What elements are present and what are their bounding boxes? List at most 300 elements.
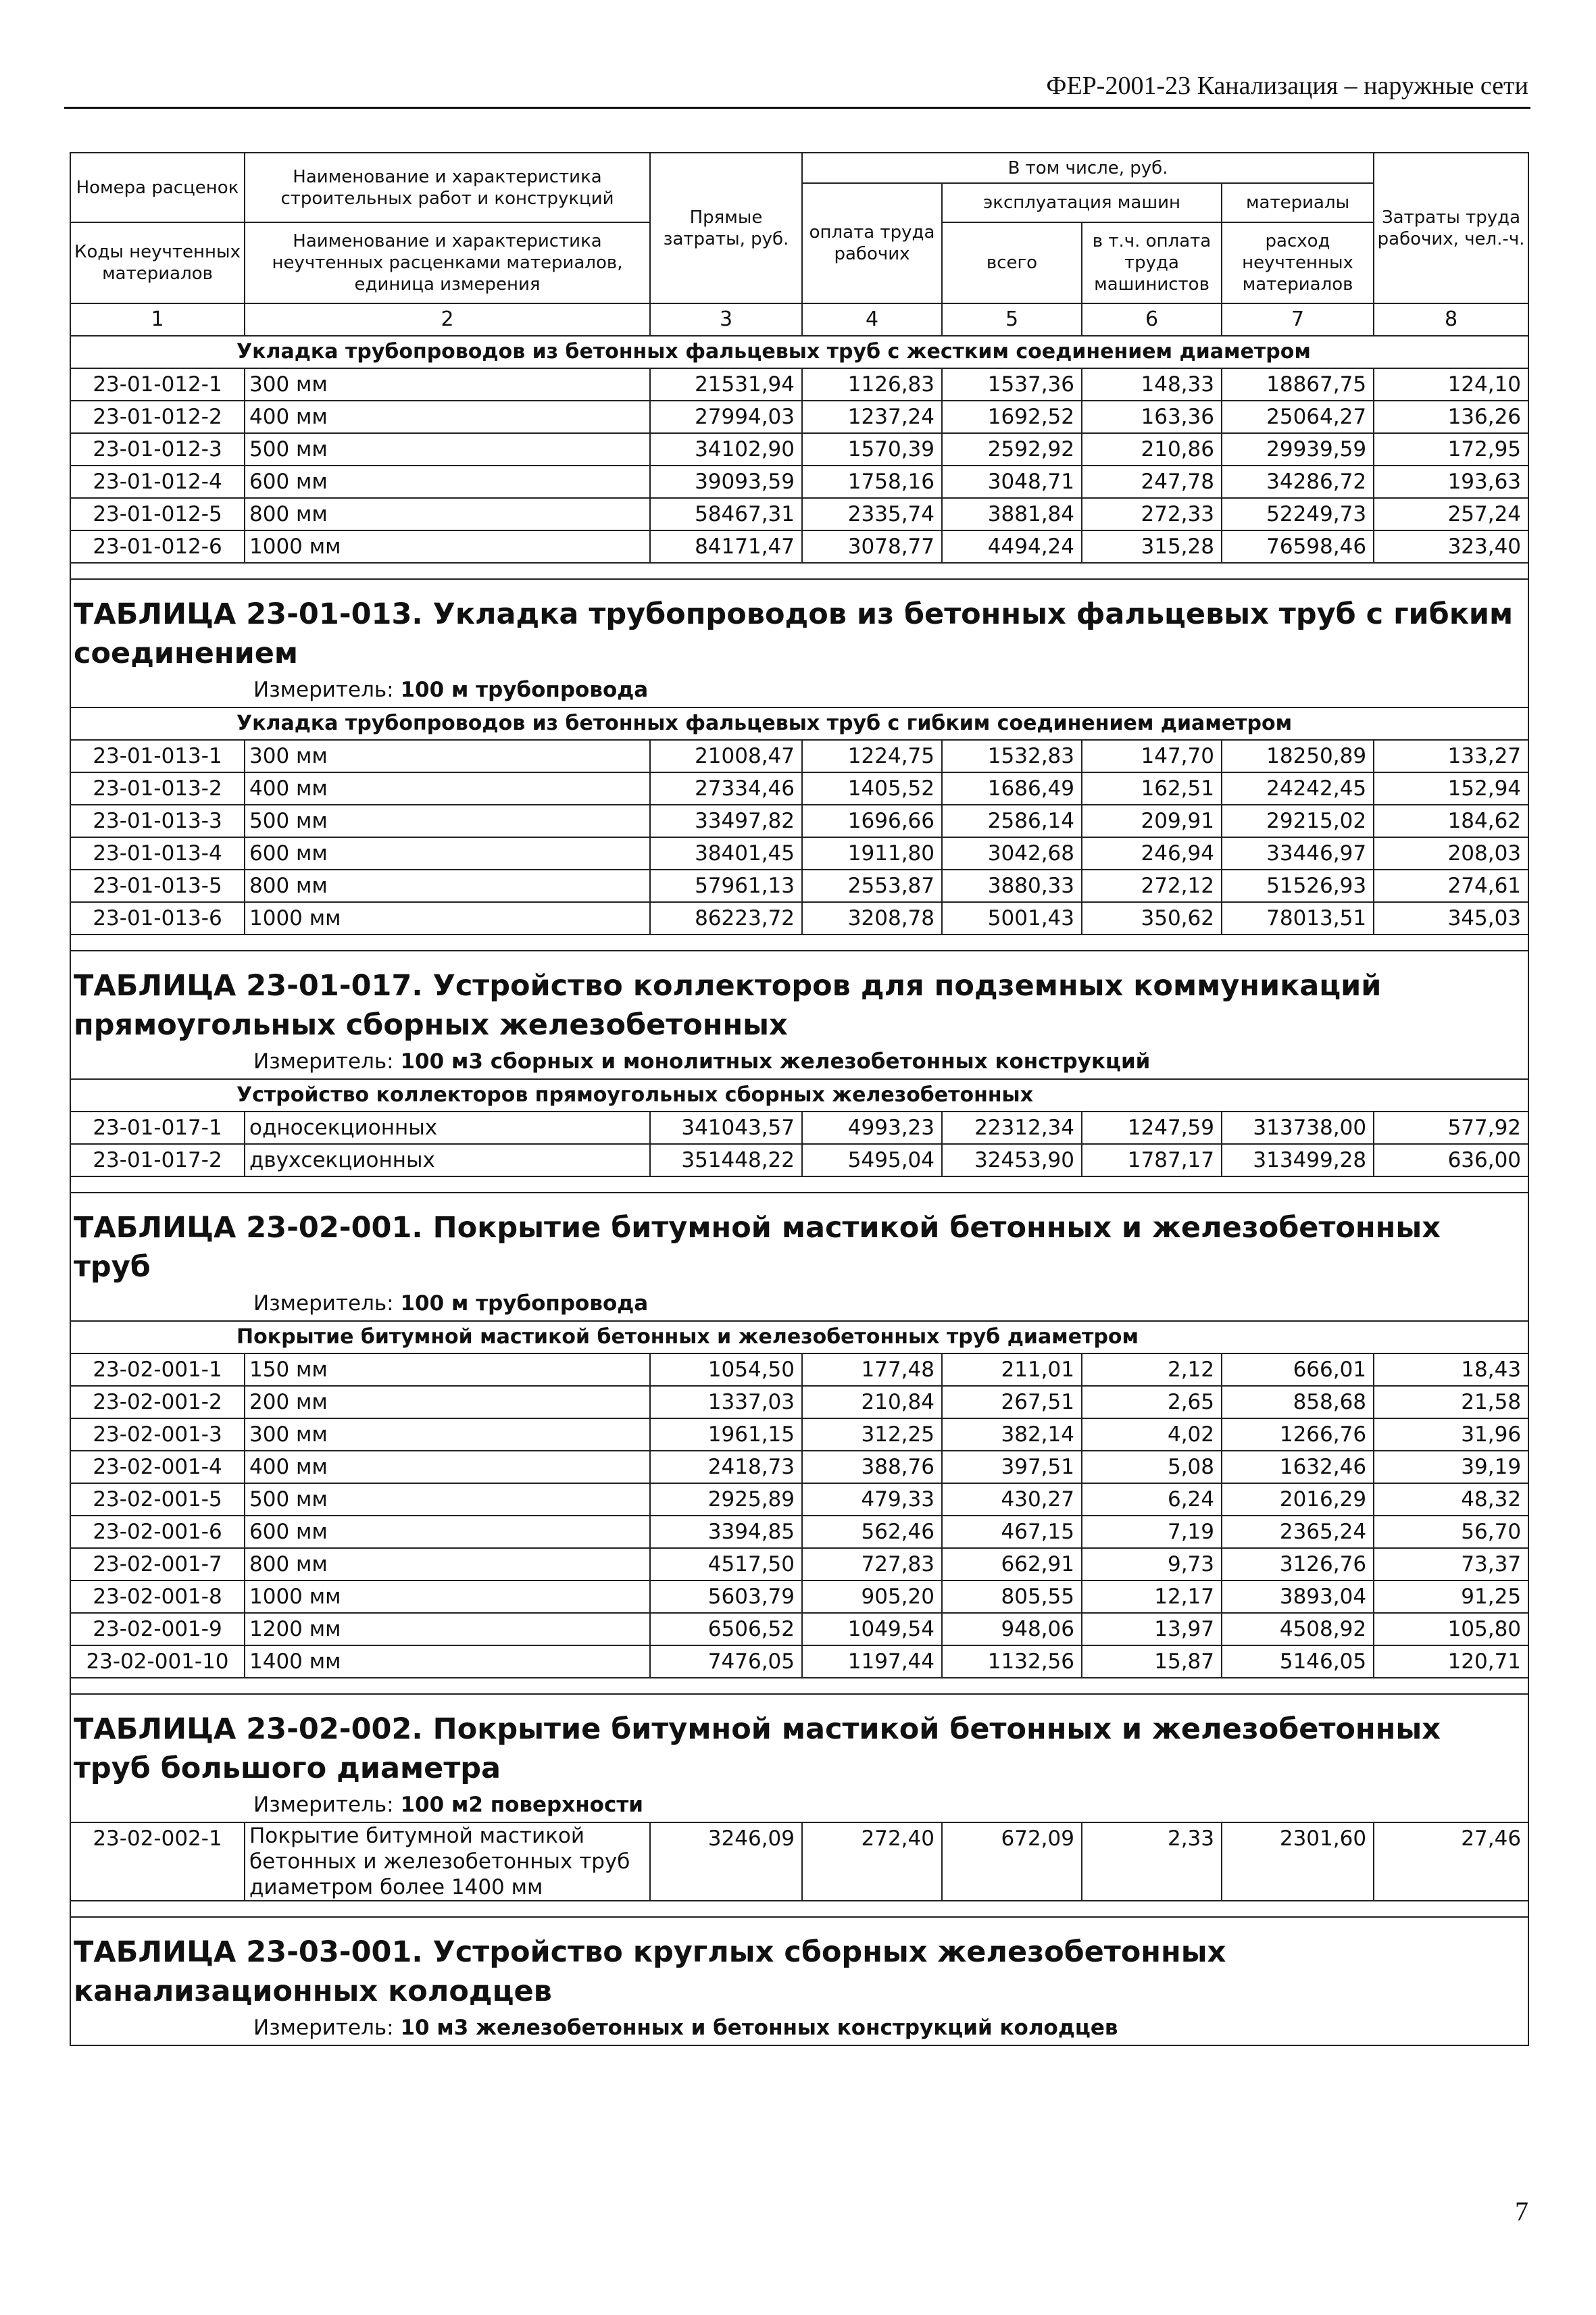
labor-hours: 48,32 xyxy=(1374,1483,1528,1516)
rate-code: 23-02-001-10 xyxy=(70,1645,245,1678)
machinists-pay: 9,73 xyxy=(1082,1548,1222,1580)
workers-pay: 1126,83 xyxy=(802,368,942,401)
machines-total: 3880,33 xyxy=(942,870,1082,902)
direct-costs: 38401,45 xyxy=(650,837,802,870)
direct-costs: 21531,94 xyxy=(650,368,802,401)
rate-code: 23-02-001-2 xyxy=(70,1386,245,1418)
workers-pay: 2335,74 xyxy=(802,498,942,530)
work-name: 800 мм xyxy=(245,1548,650,1580)
measure-row xyxy=(70,2011,1528,2045)
direct-costs: 1337,03 xyxy=(650,1386,802,1418)
table-row xyxy=(70,1483,1528,1516)
measure-cell xyxy=(70,673,1528,707)
table-row xyxy=(70,1451,1528,1483)
machines-total: 1692,52 xyxy=(942,401,1082,433)
labor-hours: 73,37 xyxy=(1374,1548,1528,1580)
direct-costs: 6506,52 xyxy=(650,1613,802,1645)
workers-pay: 3208,78 xyxy=(802,902,942,935)
workers-pay: 479,33 xyxy=(802,1483,942,1516)
materials: 18250,89 xyxy=(1222,740,1374,772)
workers-pay: 177,48 xyxy=(802,1353,942,1386)
work-name: 400 мм xyxy=(245,772,650,805)
machinists-pay: 5,08 xyxy=(1082,1451,1222,1483)
materials: 858,68 xyxy=(1222,1386,1374,1418)
table-row xyxy=(70,401,1528,433)
measure-label: Измеритель: xyxy=(253,678,401,702)
rate-code: 23-01-017-1 xyxy=(70,1112,245,1144)
machines-total: 4494,24 xyxy=(942,530,1082,563)
unaccounted-materials-header: расход неучтенных материалов xyxy=(1222,222,1374,303)
measure-cell xyxy=(70,1287,1528,1321)
column-number: 6 xyxy=(1082,303,1222,336)
measure-value: 100 м трубопровода xyxy=(400,678,649,702)
work-name: 400 мм xyxy=(245,401,650,433)
machines-total: 211,01 xyxy=(942,1353,1082,1386)
workers-pay: 562,46 xyxy=(802,1516,942,1548)
header-rule xyxy=(64,107,1530,109)
work-name: 200 мм xyxy=(245,1386,650,1418)
measure-row xyxy=(70,1045,1528,1079)
workers-pay: 272,40 xyxy=(802,1822,942,1901)
labor-hours: 345,03 xyxy=(1374,902,1528,935)
table-row xyxy=(70,1418,1528,1451)
machinists-pay: 209,91 xyxy=(1082,805,1222,837)
workers-pay: 2553,87 xyxy=(802,870,942,902)
materials: 76598,46 xyxy=(1222,530,1374,563)
direct-costs: 2418,73 xyxy=(650,1451,802,1483)
table-title: ТАБЛИЦА 23-01-013. Укладка трубопроводов из бетонных фальцевых труб с гибким соединением xyxy=(70,579,1528,673)
rate-code: 23-02-001-9 xyxy=(70,1613,245,1645)
machines-total: 397,51 xyxy=(942,1451,1082,1483)
machinists-pay: 247,78 xyxy=(1082,466,1222,498)
labor-hours: 133,27 xyxy=(1374,740,1528,772)
table-row xyxy=(70,1580,1528,1613)
work-name: 300 мм xyxy=(245,368,650,401)
materials: 666,01 xyxy=(1222,1353,1374,1386)
machinists-pay: 147,70 xyxy=(1082,740,1222,772)
materials: 33446,97 xyxy=(1222,837,1374,870)
machinists-pay: 350,62 xyxy=(1082,902,1222,935)
workers-pay: 905,20 xyxy=(802,1580,942,1613)
group-row xyxy=(70,336,1528,368)
column-numbers-row xyxy=(70,303,1528,336)
labor-hours: 120,71 xyxy=(1374,1645,1528,1678)
rate-code: 23-01-012-5 xyxy=(70,498,245,530)
table-row xyxy=(70,466,1528,498)
table-title-row xyxy=(70,1694,1528,1788)
direct-costs: 27994,03 xyxy=(650,401,802,433)
rate-code: 23-02-001-6 xyxy=(70,1516,245,1548)
rate-code: 23-01-013-1 xyxy=(70,740,245,772)
materials: 3126,76 xyxy=(1222,1548,1374,1580)
machinists-pay-header: в т.ч. оплата труда машинистов xyxy=(1082,222,1222,303)
direct-costs: 57961,13 xyxy=(650,870,802,902)
machinists-pay: 272,12 xyxy=(1082,870,1222,902)
table-row xyxy=(70,837,1528,870)
labor-hours: 577,92 xyxy=(1374,1112,1528,1144)
machines-total: 3881,84 xyxy=(942,498,1082,530)
table-row xyxy=(70,740,1528,772)
materials: 313499,28 xyxy=(1222,1144,1374,1176)
direct-costs: 341043,57 xyxy=(650,1112,802,1144)
machinists-pay: 2,12 xyxy=(1082,1353,1222,1386)
measure-label: Измеритель: xyxy=(253,1049,401,1074)
price-table xyxy=(70,152,1529,2046)
section-gap xyxy=(70,1901,1528,1917)
materials: 29215,02 xyxy=(1222,805,1374,837)
work-name: 1400 мм xyxy=(245,1645,650,1678)
rate-code: 23-01-013-5 xyxy=(70,870,245,902)
table-row xyxy=(70,530,1528,563)
table-row xyxy=(70,368,1528,401)
machines-total: 672,09 xyxy=(942,1822,1082,1901)
materials: 34286,72 xyxy=(1222,466,1374,498)
machines-total: 382,14 xyxy=(942,1418,1082,1451)
measure-value: 100 м2 поверхности xyxy=(400,1793,644,1817)
materials: 3893,04 xyxy=(1222,1580,1374,1613)
workers-pay: 1224,75 xyxy=(802,740,942,772)
materials: 4508,92 xyxy=(1222,1613,1374,1645)
rate-code: 23-02-001-3 xyxy=(70,1418,245,1451)
machines-total: 1532,83 xyxy=(942,740,1082,772)
table-body xyxy=(70,336,1528,2045)
materials: 25064,27 xyxy=(1222,401,1374,433)
materials: 18867,75 xyxy=(1222,368,1374,401)
machinists-pay: 272,33 xyxy=(1082,498,1222,530)
table-row xyxy=(70,870,1528,902)
rate-code: 23-01-012-4 xyxy=(70,466,245,498)
column-number: 4 xyxy=(802,303,942,336)
table-title: ТАБЛИЦА 23-02-002. Покрытие битумной мастикой бетонных и железобетонных труб большого диаметра xyxy=(70,1694,1528,1788)
direct-costs: 4517,50 xyxy=(650,1548,802,1580)
rate-code: 23-01-013-3 xyxy=(70,805,245,837)
col2-top-header: Наименование и характеристика строительных работ и конструкций xyxy=(245,153,650,222)
price-table-frame xyxy=(70,152,1528,2046)
table-row xyxy=(70,1112,1528,1144)
section-gap xyxy=(70,1176,1528,1193)
measure-value: 10 м3 железобетонных и бетонных конструкций колодцев xyxy=(400,2016,1118,2040)
labor-hours: 56,70 xyxy=(1374,1516,1528,1548)
labor-hours: 124,10 xyxy=(1374,368,1528,401)
table-title-row xyxy=(70,1917,1528,2011)
section-gap-cell xyxy=(70,1678,1528,1694)
rate-code: 23-01-013-2 xyxy=(70,772,245,805)
rate-code: 23-01-012-3 xyxy=(70,433,245,466)
machines-total: 430,27 xyxy=(942,1483,1082,1516)
workers-pay: 3078,77 xyxy=(802,530,942,563)
materials: 2365,24 xyxy=(1222,1516,1374,1548)
labor-hours: 39,19 xyxy=(1374,1451,1528,1483)
workers-pay: 727,83 xyxy=(802,1548,942,1580)
workers-pay: 1758,16 xyxy=(802,466,942,498)
table-row xyxy=(70,902,1528,935)
machines-total: 3048,71 xyxy=(942,466,1082,498)
column-number: 8 xyxy=(1374,303,1528,336)
rate-code: 23-02-001-7 xyxy=(70,1548,245,1580)
table-header xyxy=(70,153,1528,336)
labor-hours: 636,00 xyxy=(1374,1144,1528,1176)
machinists-pay: 315,28 xyxy=(1082,530,1222,563)
column-number: 5 xyxy=(942,303,1082,336)
col1-top-header: Номера расценок xyxy=(70,153,245,222)
measure-label: Измеритель: xyxy=(253,1793,401,1817)
direct-costs: 3246,09 xyxy=(650,1822,802,1901)
machines-total: 22312,34 xyxy=(942,1112,1082,1144)
section-gap-cell xyxy=(70,563,1528,579)
labor-hours: 91,25 xyxy=(1374,1580,1528,1613)
materials: 2301,60 xyxy=(1222,1822,1374,1901)
machinists-pay: 12,17 xyxy=(1082,1580,1222,1613)
materials: 78013,51 xyxy=(1222,902,1374,935)
direct-costs-header: Прямые затраты, руб. xyxy=(650,153,802,303)
materials: 51526,93 xyxy=(1222,870,1374,902)
workers-pay: 388,76 xyxy=(802,1451,942,1483)
direct-costs: 5603,79 xyxy=(650,1580,802,1613)
workers-pay-header: оплата труда рабочих xyxy=(802,183,942,303)
table-title-row xyxy=(70,1193,1528,1287)
labor-hours: 172,95 xyxy=(1374,433,1528,466)
work-name: 300 мм xyxy=(245,740,650,772)
direct-costs: 7476,05 xyxy=(650,1645,802,1678)
workers-pay: 312,25 xyxy=(802,1418,942,1451)
materials: 52249,73 xyxy=(1222,498,1374,530)
rate-code: 23-02-001-4 xyxy=(70,1451,245,1483)
measure-row xyxy=(70,1788,1528,1822)
materials: 24242,45 xyxy=(1222,772,1374,805)
labor-hours: 274,61 xyxy=(1374,870,1528,902)
group-heading: Устройство коллекторов прямоугольных сборных железобетонных xyxy=(70,1079,1528,1112)
work-name: 1000 мм xyxy=(245,902,650,935)
rate-code: 23-01-013-6 xyxy=(70,902,245,935)
group-row xyxy=(70,707,1528,740)
measure-value: 100 м3 сборных и монолитных железобетонных конструкций xyxy=(400,1049,1151,1074)
machinists-pay: 148,33 xyxy=(1082,368,1222,401)
work-name: 600 мм xyxy=(245,837,650,870)
table-row xyxy=(70,1386,1528,1418)
machinists-pay: 4,02 xyxy=(1082,1418,1222,1451)
direct-costs: 351448,22 xyxy=(650,1144,802,1176)
table-row xyxy=(70,1822,1528,1901)
machinists-pay: 13,97 xyxy=(1082,1613,1222,1645)
workers-pay: 1197,44 xyxy=(802,1645,942,1678)
machines-total: 1132,56 xyxy=(942,1645,1082,1678)
table-row xyxy=(70,772,1528,805)
labor-hours: 136,26 xyxy=(1374,401,1528,433)
workers-pay: 1911,80 xyxy=(802,837,942,870)
machinists-pay: 6,24 xyxy=(1082,1483,1222,1516)
direct-costs: 58467,31 xyxy=(650,498,802,530)
table-row xyxy=(70,1516,1528,1548)
measure-cell xyxy=(70,1788,1528,1822)
direct-costs: 2925,89 xyxy=(650,1483,802,1516)
direct-costs: 3394,85 xyxy=(650,1516,802,1548)
direct-costs: 34102,90 xyxy=(650,433,802,466)
machines-total: 2586,14 xyxy=(942,805,1082,837)
materials: 1266,76 xyxy=(1222,1418,1374,1451)
measure-cell xyxy=(70,2011,1528,2045)
machines-total: 1686,49 xyxy=(942,772,1082,805)
machinists-pay: 163,36 xyxy=(1082,401,1222,433)
rate-code: 23-01-017-2 xyxy=(70,1144,245,1176)
labor-hours: 152,94 xyxy=(1374,772,1528,805)
table-row xyxy=(70,1353,1528,1386)
labor-hours: 323,40 xyxy=(1374,530,1528,563)
machinists-pay: 1247,59 xyxy=(1082,1112,1222,1144)
work-name: 500 мм xyxy=(245,805,650,837)
section-gap xyxy=(70,1678,1528,1694)
rate-code: 23-02-001-8 xyxy=(70,1580,245,1613)
machines-total: 1537,36 xyxy=(942,368,1082,401)
workers-pay: 5495,04 xyxy=(802,1144,942,1176)
rate-code: 23-01-012-6 xyxy=(70,530,245,563)
table-row xyxy=(70,1548,1528,1580)
machines-total: 2592,92 xyxy=(942,433,1082,466)
machinists-pay: 2,65 xyxy=(1082,1386,1222,1418)
measure-label: Измеритель: xyxy=(253,2016,401,2040)
group-heading: Укладка трубопроводов из бетонных фальцевых труб с гибким соединением диаметром xyxy=(70,707,1528,740)
work-name: Покрытие битумной мастикой бетонных и железобетонных труб диаметром более 1400 мм xyxy=(245,1822,650,1901)
section-gap-cell xyxy=(70,935,1528,951)
workers-pay: 1049,54 xyxy=(802,1613,942,1645)
machines-total: 3042,68 xyxy=(942,837,1082,870)
materials-header: материалы xyxy=(1222,183,1374,222)
direct-costs: 27334,46 xyxy=(650,772,802,805)
group-heading: Покрытие битумной мастикой бетонных и железобетонных труб диаметром xyxy=(70,1321,1528,1353)
machinists-pay: 210,86 xyxy=(1082,433,1222,466)
measure-row xyxy=(70,673,1528,707)
work-name: 800 мм xyxy=(245,498,650,530)
materials: 2016,29 xyxy=(1222,1483,1374,1516)
materials: 1632,46 xyxy=(1222,1451,1374,1483)
section-gap xyxy=(70,563,1528,579)
work-name: 800 мм xyxy=(245,870,650,902)
column-number: 3 xyxy=(650,303,802,336)
col2-bottom-header: Наименование и характеристика неучтенных расценками материалов, единица измерения xyxy=(245,222,650,303)
materials: 5146,05 xyxy=(1222,1645,1374,1678)
machines-total: 948,06 xyxy=(942,1613,1082,1645)
labor-hours: 105,80 xyxy=(1374,1613,1528,1645)
rate-code: 23-01-012-2 xyxy=(70,401,245,433)
direct-costs: 84171,47 xyxy=(650,530,802,563)
work-name: односекционных xyxy=(245,1112,650,1144)
table-row xyxy=(70,498,1528,530)
machines-total: 467,15 xyxy=(942,1516,1082,1548)
machines-total: 267,51 xyxy=(942,1386,1082,1418)
labor-hours: 27,46 xyxy=(1374,1822,1528,1901)
measure-cell xyxy=(70,1045,1528,1079)
machinists-pay: 246,94 xyxy=(1082,837,1222,870)
work-name: двухсекционных xyxy=(245,1144,650,1176)
section-gap xyxy=(70,935,1528,951)
workers-pay: 1570,39 xyxy=(802,433,942,466)
rate-code: 23-02-001-1 xyxy=(70,1353,245,1386)
group-heading: Укладка трубопроводов из бетонных фальцевых труб с жестким соединением диаметром xyxy=(70,336,1528,368)
labor-hours: 257,24 xyxy=(1374,498,1528,530)
column-number: 2 xyxy=(245,303,650,336)
rate-code: 23-01-013-4 xyxy=(70,837,245,870)
table-row xyxy=(70,1645,1528,1678)
machines-total: 662,91 xyxy=(942,1548,1082,1580)
work-name: 500 мм xyxy=(245,433,650,466)
direct-costs: 1054,50 xyxy=(650,1353,802,1386)
rate-code: 23-02-001-5 xyxy=(70,1483,245,1516)
labor-hours: 18,43 xyxy=(1374,1353,1528,1386)
running-header: ФЕР-2001-23 Канализация – наружные сети xyxy=(1046,72,1528,100)
direct-costs: 33497,82 xyxy=(650,805,802,837)
workers-pay: 1405,52 xyxy=(802,772,942,805)
machines-total: 32453,90 xyxy=(942,1144,1082,1176)
col1-bottom-header: Коды неучтенных материалов xyxy=(70,222,245,303)
work-name: 300 мм xyxy=(245,1418,650,1451)
section-gap-cell xyxy=(70,1901,1528,1917)
measure-value: 100 м трубопровода xyxy=(400,1291,649,1316)
direct-costs: 21008,47 xyxy=(650,740,802,772)
work-name: 500 мм xyxy=(245,1483,650,1516)
column-number: 1 xyxy=(70,303,245,336)
table-title: ТАБЛИЦА 23-01-017. Устройство коллекторов для подземных коммуникаций прямоугольных сборных железобетонных xyxy=(70,951,1528,1045)
machinists-pay: 2,33 xyxy=(1082,1822,1222,1901)
table-row xyxy=(70,433,1528,466)
section-gap-cell xyxy=(70,1176,1528,1193)
work-name: 600 мм xyxy=(245,1516,650,1548)
rate-code: 23-02-002-1 xyxy=(70,1822,245,1901)
machinists-pay: 15,87 xyxy=(1082,1645,1222,1678)
incl-header: В том числе, руб. xyxy=(802,153,1374,183)
labor-hours: 31,96 xyxy=(1374,1418,1528,1451)
table-row xyxy=(70,805,1528,837)
measure-row xyxy=(70,1287,1528,1321)
labor-hours: 21,58 xyxy=(1374,1386,1528,1418)
materials: 29939,59 xyxy=(1222,433,1374,466)
group-row xyxy=(70,1079,1528,1112)
table-row xyxy=(70,1613,1528,1645)
workers-pay: 1237,24 xyxy=(802,401,942,433)
measure-label: Измеритель: xyxy=(253,1291,401,1316)
work-name: 1000 мм xyxy=(245,530,650,563)
machinists-pay: 7,19 xyxy=(1082,1516,1222,1548)
machines-total: 5001,43 xyxy=(942,902,1082,935)
direct-costs: 86223,72 xyxy=(650,902,802,935)
table-title: ТАБЛИЦА 23-03-001. Устройство круглых сборных железобетонных канализационных колодцев xyxy=(70,1917,1528,2011)
materials: 313738,00 xyxy=(1222,1112,1374,1144)
group-row xyxy=(70,1321,1528,1353)
table-title-row xyxy=(70,951,1528,1045)
direct-costs: 1961,15 xyxy=(650,1418,802,1451)
work-name: 600 мм xyxy=(245,466,650,498)
labor-hours: 184,62 xyxy=(1374,805,1528,837)
machines-total-header: всего xyxy=(942,222,1082,303)
page-number: 7 xyxy=(1515,2196,1528,2226)
labor-hours: 193,63 xyxy=(1374,466,1528,498)
machines-header: эксплуатация машин xyxy=(942,183,1222,222)
machinists-pay: 162,51 xyxy=(1082,772,1222,805)
direct-costs: 39093,59 xyxy=(650,466,802,498)
workers-pay: 1696,66 xyxy=(802,805,942,837)
workers-pay: 4993,23 xyxy=(802,1112,942,1144)
machines-total: 805,55 xyxy=(942,1580,1082,1613)
work-name: 400 мм xyxy=(245,1451,650,1483)
work-name: 1000 мм xyxy=(245,1580,650,1613)
machinists-pay: 1787,17 xyxy=(1082,1144,1222,1176)
labor-hours: 208,03 xyxy=(1374,837,1528,870)
work-name: 150 мм xyxy=(245,1353,650,1386)
table-title-row xyxy=(70,579,1528,673)
table-row xyxy=(70,1144,1528,1176)
rate-code: 23-01-012-1 xyxy=(70,368,245,401)
work-name: 1200 мм xyxy=(245,1613,650,1645)
workers-pay: 210,84 xyxy=(802,1386,942,1418)
table-title: ТАБЛИЦА 23-02-001. Покрытие битумной мастикой бетонных и железобетонных труб xyxy=(70,1193,1528,1287)
